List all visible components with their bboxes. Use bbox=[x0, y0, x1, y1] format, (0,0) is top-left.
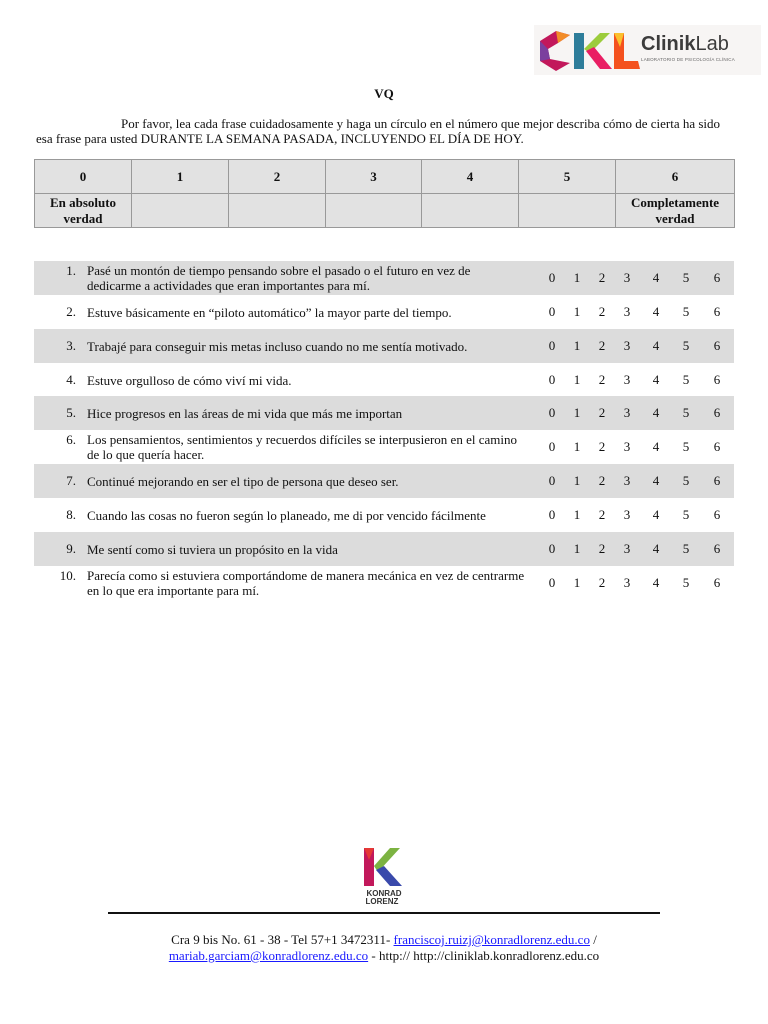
item-number: 1. bbox=[66, 263, 76, 278]
item-number: 9. bbox=[66, 541, 76, 556]
rating-option[interactable]: 5 bbox=[682, 372, 690, 387]
rating-option[interactable]: 0 bbox=[548, 405, 556, 420]
item-row bbox=[34, 566, 734, 600]
rating-option[interactable]: 1 bbox=[573, 338, 581, 353]
rating-option[interactable]: 4 bbox=[652, 439, 660, 454]
rating-option[interactable]: 1 bbox=[573, 439, 581, 454]
rating-option[interactable]: 5 bbox=[682, 507, 690, 522]
rating-option[interactable]: 2 bbox=[598, 575, 606, 590]
scale-number: 2 bbox=[229, 160, 326, 194]
rating-option[interactable]: 0 bbox=[548, 270, 556, 285]
instructions: Por favor, lea cada frase cuidadosamente y haga un círculo en el número que mejor describa cómo de cierta ha sido esa frase para usted DURANTE LA SEMANA PASADA, INCLUYENDO EL DÍA DE HOY. bbox=[36, 116, 721, 146]
rating-option[interactable]: 1 bbox=[573, 575, 581, 590]
rating-option[interactable]: 3 bbox=[623, 372, 631, 387]
rating-option[interactable]: 4 bbox=[652, 541, 660, 556]
logo-word-2: LORENZ bbox=[365, 897, 399, 906]
scale-number: 4 bbox=[422, 160, 519, 194]
scale-label-max: Completamente verdad bbox=[616, 194, 735, 228]
rating-option[interactable]: 3 bbox=[623, 338, 631, 353]
item-text: Estuve orgulloso de cómo viví mi vida. bbox=[87, 372, 292, 388]
rating-option[interactable]: 0 bbox=[548, 575, 556, 590]
rating-option[interactable]: 4 bbox=[652, 507, 660, 522]
rating-option[interactable]: 3 bbox=[623, 439, 631, 454]
rating-option[interactable]: 2 bbox=[598, 507, 606, 522]
item-number: 2. bbox=[66, 304, 76, 319]
rating-option[interactable]: 3 bbox=[623, 270, 631, 285]
rating-option[interactable]: 6 bbox=[713, 270, 721, 285]
footer-separator: / bbox=[593, 932, 597, 947]
rating-option[interactable]: 6 bbox=[713, 473, 721, 488]
rating-option[interactable]: 5 bbox=[682, 473, 690, 488]
rating-option[interactable]: 0 bbox=[548, 507, 556, 522]
logo-word-1: KONRAD bbox=[366, 889, 402, 898]
item-row bbox=[34, 430, 734, 464]
rating-option[interactable]: 5 bbox=[682, 439, 690, 454]
rating-option[interactable]: 4 bbox=[652, 304, 660, 319]
rating-option[interactable]: 1 bbox=[573, 473, 581, 488]
rating-option[interactable]: 4 bbox=[652, 338, 660, 353]
item-row bbox=[34, 363, 734, 397]
rating-option[interactable]: 0 bbox=[548, 541, 556, 556]
scale-number: 3 bbox=[326, 160, 422, 194]
rating-option[interactable]: 1 bbox=[573, 270, 581, 285]
page-title: VQ bbox=[374, 86, 394, 101]
item-number: 7. bbox=[66, 473, 76, 488]
rating-option[interactable]: 4 bbox=[652, 473, 660, 488]
rating-option[interactable]: 2 bbox=[598, 372, 606, 387]
rating-option[interactable]: 4 bbox=[652, 575, 660, 590]
rating-option[interactable]: 2 bbox=[598, 405, 606, 420]
rating-option[interactable]: 0 bbox=[548, 473, 556, 488]
item-row bbox=[34, 498, 734, 532]
item-text: Continué mejorando en ser el tipo de persona que deseo ser. bbox=[87, 473, 399, 489]
item-number: 10. bbox=[59, 568, 76, 583]
rating-option[interactable]: 6 bbox=[713, 507, 721, 522]
footer-divider bbox=[108, 912, 660, 914]
rating-option[interactable]: 2 bbox=[598, 304, 606, 319]
rating-option[interactable]: 1 bbox=[573, 304, 581, 319]
item-row bbox=[34, 396, 734, 430]
scale-label bbox=[326, 194, 422, 228]
rating-option[interactable]: 4 bbox=[652, 372, 660, 387]
item-number: 3. bbox=[66, 338, 76, 353]
item-text: Estuve básicamente en “piloto automático” la mayor parte del tiempo. bbox=[87, 304, 452, 320]
rating-option[interactable]: 5 bbox=[682, 541, 690, 556]
rating-option[interactable]: 0 bbox=[548, 304, 556, 319]
scale-label bbox=[132, 194, 229, 228]
rating-option[interactable]: 1 bbox=[573, 405, 581, 420]
scale-number: 1 bbox=[132, 160, 229, 194]
rating-option[interactable]: 2 bbox=[598, 473, 606, 488]
scale-label-min: En absoluto verdad bbox=[35, 194, 132, 228]
rating-option[interactable]: 3 bbox=[623, 541, 631, 556]
footer-website: - http:// http://cliniklab.konradlorenz.edu.co bbox=[371, 948, 600, 963]
rating-option[interactable]: 3 bbox=[623, 575, 631, 590]
konrad-lorenz-logo bbox=[360, 846, 408, 910]
item-text: Parecía como si estuviera comportándome de manera mecánica en vez de centrarme en lo que era importante para mí. bbox=[87, 568, 525, 598]
rating-option[interactable]: 1 bbox=[573, 507, 581, 522]
rating-option[interactable]: 5 bbox=[682, 270, 690, 285]
rating-option[interactable]: 4 bbox=[652, 270, 660, 285]
item-number: 4. bbox=[66, 372, 76, 387]
item-text: Hice progresos en las áreas de mi vida que más me importan bbox=[87, 405, 403, 421]
rating-option[interactable]: 0 bbox=[548, 439, 556, 454]
logo-brand: ClinikLab bbox=[641, 33, 729, 55]
item-text: Trabajé para conseguir mis metas incluso cuando no me sentía motivado. bbox=[87, 338, 468, 354]
rating-option[interactable]: 0 bbox=[548, 338, 556, 353]
email-link-2[interactable]: mariab.garciam@konradlorenz.edu.co bbox=[168, 948, 369, 963]
rating-option[interactable]: 5 bbox=[682, 304, 690, 319]
response-scale-table bbox=[34, 159, 735, 228]
rating-option[interactable]: 6 bbox=[713, 439, 721, 454]
item-row bbox=[34, 295, 734, 329]
scale-number: 5 bbox=[519, 160, 616, 194]
scale-labels-row bbox=[35, 194, 735, 228]
rating-option[interactable]: 0 bbox=[548, 372, 556, 387]
rating-option[interactable]: 5 bbox=[682, 405, 690, 420]
scale-label bbox=[229, 194, 326, 228]
scale-numbers-row bbox=[35, 160, 735, 194]
item-text: Los pensamientos, sentimientos y recuerdos difíciles se interpusieron en el camino de lo que quería hacer. bbox=[87, 432, 517, 462]
rating-option[interactable]: 1 bbox=[573, 372, 581, 387]
logo-subtitle: LABORATORIO DE PSICOLOGÍA CLÍNICA bbox=[641, 57, 735, 62]
item-row bbox=[34, 329, 734, 363]
rating-option[interactable]: 4 bbox=[652, 405, 660, 420]
rating-option[interactable]: 6 bbox=[713, 372, 721, 387]
rating-option[interactable]: 3 bbox=[623, 473, 631, 488]
rating-option[interactable]: 5 bbox=[682, 338, 690, 353]
scale-label bbox=[519, 194, 616, 228]
scale-number: 6 bbox=[616, 160, 735, 194]
scale-label bbox=[422, 194, 519, 228]
rating-option[interactable]: 6 bbox=[713, 304, 721, 319]
item-number: 8. bbox=[66, 507, 76, 522]
rating-option[interactable]: 6 bbox=[713, 541, 721, 556]
rating-option[interactable]: 3 bbox=[623, 304, 631, 319]
item-text: Pasé un montón de tiempo pensando sobre el pasado o el futuro en vez de dedicarme a actividades que eran importantes para mí. bbox=[87, 263, 471, 293]
item-number: 6. bbox=[66, 432, 76, 447]
scale-number: 0 bbox=[35, 160, 132, 194]
item-row bbox=[34, 261, 734, 295]
item-number: 5. bbox=[66, 405, 76, 420]
item-row bbox=[34, 464, 734, 498]
konrad-lorenz-k-icon bbox=[360, 846, 408, 910]
email-link-1[interactable]: franciscoj.ruizj@konradlorenz.edu.co bbox=[393, 932, 590, 947]
rating-option[interactable]: 2 bbox=[598, 338, 606, 353]
rating-option[interactable]: 3 bbox=[623, 507, 631, 522]
rating-option[interactable]: 6 bbox=[713, 405, 721, 420]
rating-option[interactable]: 2 bbox=[598, 439, 606, 454]
footer-address: Cra 9 bis No. 61 - 38 - Tel 57+1 3472311- bbox=[171, 932, 391, 947]
item-text: Me sentí como si tuviera un propósito en la vida bbox=[87, 541, 338, 557]
footer-contact bbox=[0, 932, 768, 964]
rating-option[interactable]: 2 bbox=[598, 270, 606, 285]
rating-option[interactable]: 1 bbox=[573, 541, 581, 556]
item-text: Cuando las cosas no fueron según lo planeado, me di por vencido fácilmente bbox=[87, 507, 486, 523]
rating-option[interactable]: 2 bbox=[598, 541, 606, 556]
rating-option[interactable]: 5 bbox=[682, 575, 690, 590]
rating-option[interactable]: 3 bbox=[623, 405, 631, 420]
rating-option[interactable]: 6 bbox=[713, 575, 721, 590]
rating-option[interactable]: 6 bbox=[713, 338, 721, 353]
item-row bbox=[34, 532, 734, 566]
